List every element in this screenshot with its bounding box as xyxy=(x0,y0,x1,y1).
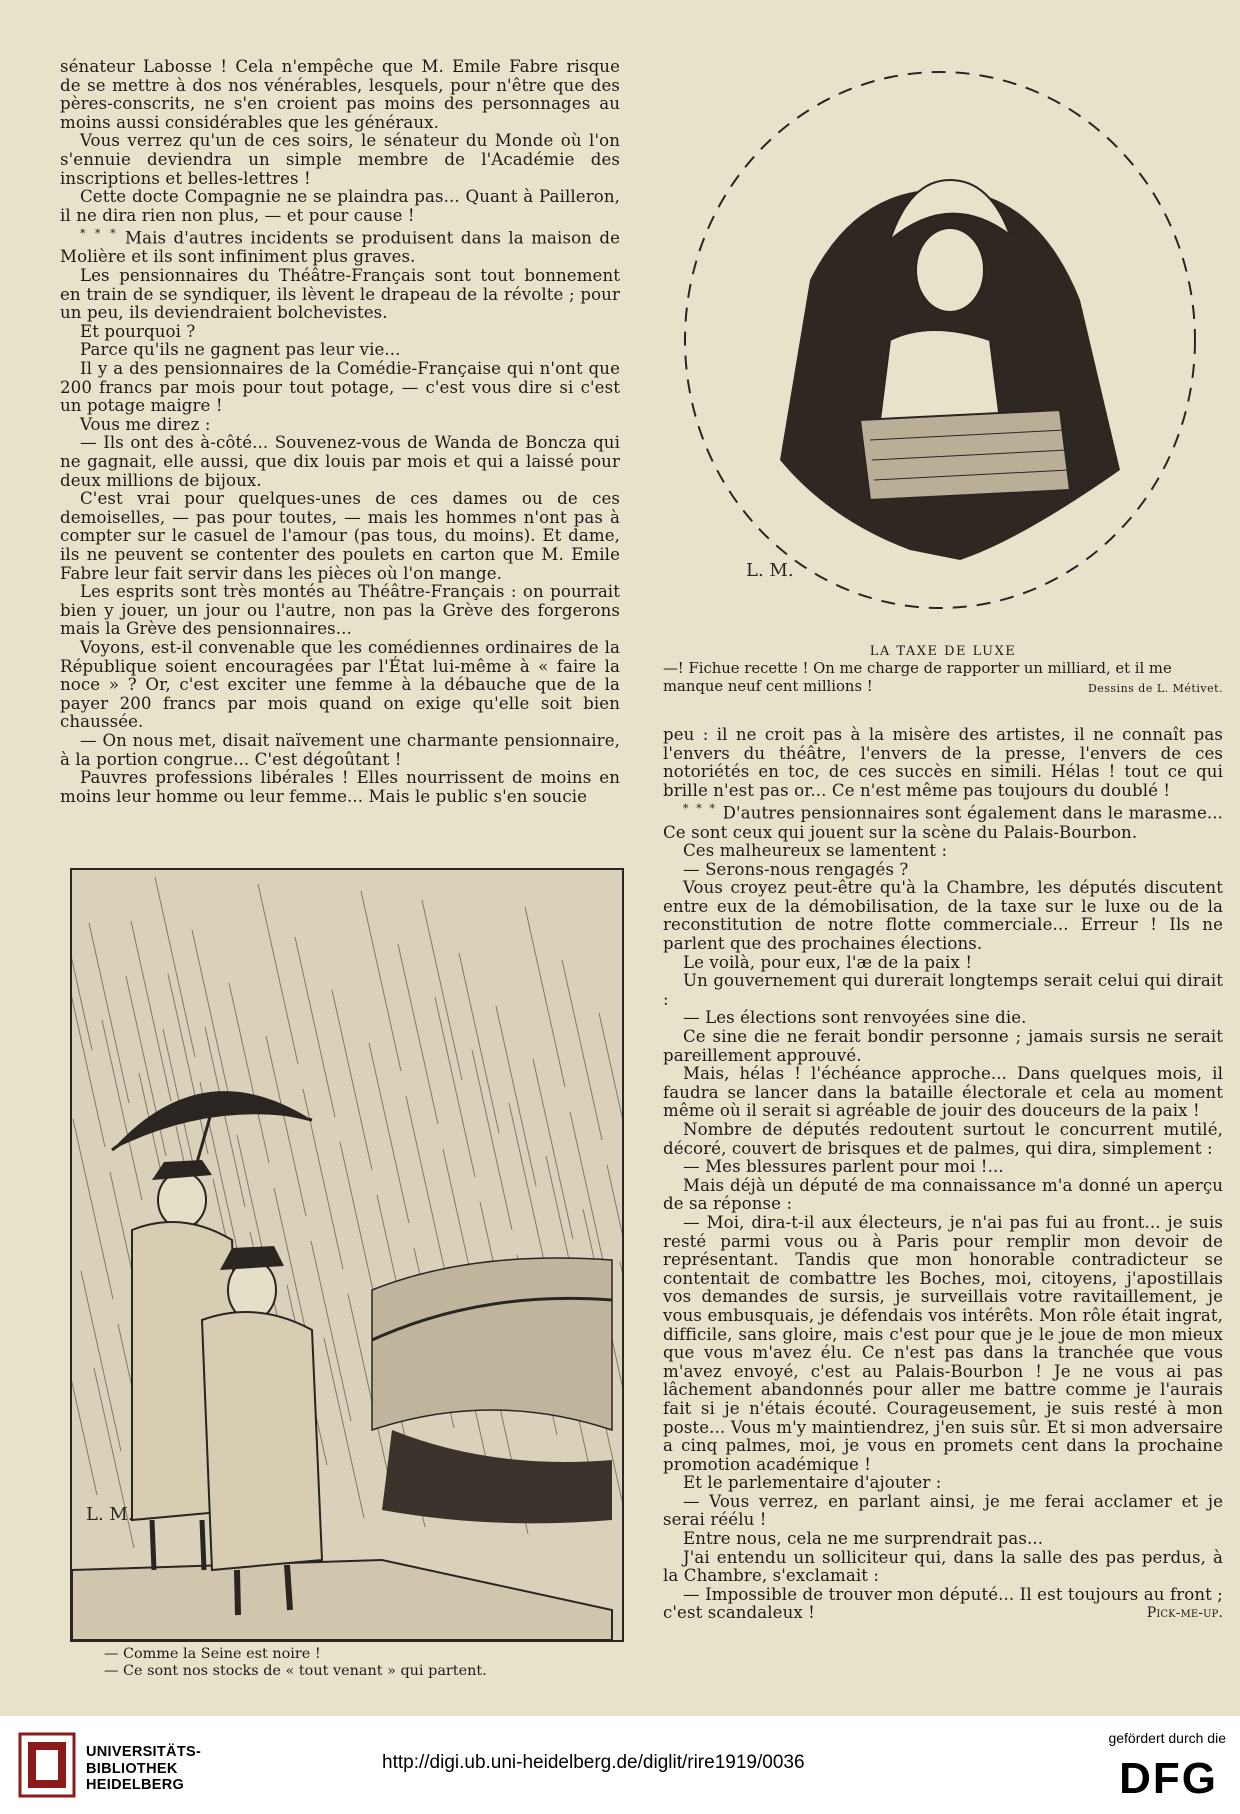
paragraph-text: Voyons, est-il convenable que les comédiennes ordinaires de la République soient encouragées par l'État lui-même à « faire la noce » ? Or, c'est exciter une femme à la débauche que de la payer 200 francs par mois quand on exige qu'elle soit bien chaussée. xyxy=(60,637,620,732)
left-column-paragraph xyxy=(60,416,620,435)
left-column-paragraph xyxy=(60,58,620,132)
left-column-paragraph xyxy=(60,267,620,323)
paragraph-text: peu : il ne croit pas à la misère des artistes, il ne connaît pas l'envers du théâtre, l'envers de la presse, l'envers de ces notoriétés en toc, de ces succès en simili. Hélas ! tout ce qui brille n'est pas or... Ce n'est même pas toujours du doublé ! xyxy=(663,725,1223,800)
dfg-logo: DFG xyxy=(1119,1754,1218,1803)
paragraph-text: — Vous verrez, en parlant ainsi, je me ferai acclamer et je serai réélu ! xyxy=(663,1491,1223,1530)
paragraph-text: Entre nous, cela ne me surprendrait pas... xyxy=(683,1529,1044,1549)
paragraph-text: sénateur Labosse ! Cela n'empêche que M. Emile Fabre risque de se mettre à dos nos vénérables, lesquels, pour n'être que des pères-conscrits, ne s'en croient pas moins des personnages au moins aussi considérables que les généraux. xyxy=(60,57,620,132)
left-column-paragraph xyxy=(60,341,620,360)
right-column-paragraph xyxy=(663,1177,1223,1214)
paragraph-text: — Impossible de trouver mon député... Il est toujours au front ; c'est scandaleux ! xyxy=(663,1584,1223,1623)
right-column-paragraph xyxy=(663,726,1223,800)
paragraph-text: Et le parlementaire d'ajouter : xyxy=(683,1473,942,1493)
right-column-paragraph xyxy=(663,1474,1223,1493)
right-column-paragraph xyxy=(663,1009,1223,1028)
paragraph-text: Nombre de députés redoutent surtout le concurrent mutilé, décoré, couvert de brisques et de palmes, qui dira, simplement : xyxy=(663,1120,1223,1158)
right-column-paragraph xyxy=(663,1586,1223,1623)
left-column-paragraph xyxy=(60,490,620,583)
paragraph-text: Vous croyez peut-être qu'à la Chambre, les députés discutent entre eux de la démobilisation, de la taxe sur le luxe ou de la reconstitution de notre flotte commerciale... Erreur ! Ils ne parlent que des prochaines élections. xyxy=(663,878,1223,954)
paragraph-text: Le voilà, pour eux, l'æ de la paix ! xyxy=(683,952,973,972)
paragraph-text: Vous verrez qu'un de ces soirs, le sénateur du Monde où l'on s'ennuie deviendra un simple membre de l'Académie des inscriptions et belles-lettres ! xyxy=(60,131,620,188)
paragraph-text: Les esprits sont très montés au Théâtre-Français : on pourrait bien y jouer, un jour ou l'autre, non pas la Grève des forgerons mais la Grève des pensionnaires... xyxy=(60,582,620,639)
left-column-paragraph xyxy=(60,225,620,267)
rain-caption-line-1: — Comme la Seine est noire ! xyxy=(104,1646,321,1662)
left-column-paragraph xyxy=(60,732,620,769)
paragraph-text: Pauvres professions libérales ! Elles nourrissent de moins en moins leur homme ou leur femme... Mais le public s'en soucie xyxy=(60,768,620,806)
right-column-paragraph xyxy=(663,842,1223,861)
left-column-paragraph xyxy=(60,769,620,806)
rain-monogram: L. M. xyxy=(86,1504,134,1525)
paragraph-text: Mais, hélas ! l'échéance approche... Dans quelques mois, il faudra se lancer dans la bataille électorale et cela au moment même où il serait si agréable de jouir des douceurs de la paix ! xyxy=(663,1064,1223,1121)
paragraph-text: D'autres pensionnaires sont également dans le marasme... Ce sont ceux qui jouent sur la scène du Palais-Bourbon. xyxy=(663,803,1224,842)
paragraph-text: J'ai entendu un solliciteur qui, dans la salle des pas perdus, à la Chambre, s'exclamait : xyxy=(663,1547,1223,1586)
paragraph-text: — Moi, dira-t-il aux électeurs, je n'ai pas fui au front... je suis resté parmi vous ou à Paris pour remplir mon devoir de représentant. Tandis que mon honorable contradicteur se contentait de combattre les Boches, moi, citoyens, j'apostillais vos demandes de sursis, je surveillais votre ravitaillement, je vous embusquais, je défendais vos intérêts. Mon rôle était ingrat, difficile, sans gloire, mais c'est pour que je le joue de mon mieux que vous m'avez élu. Ce n'est pas dans la tranchée que vous m'avez envoyé, c'est au Palais-Bourbon ! Je ne vous ai pas lâchement abandonnés pour aller me battre comme je l'aurais fait si je n'étais écouté. Courageusement, je suis resté à mon poste... Vous m'y maintiendrez, j'en suis sûr. Et si mon adversaire a cinq palmes, moi, je vous en promets cent dans la prochaine promotion académique ! xyxy=(663,1212,1223,1474)
paragraph-text: Il y a des pensionnaires de la Comédie-Française qui n'ont que 200 francs par mois pour tout potage, — c'est vous dire si c'est un potage maigre ! xyxy=(60,359,620,416)
right-column-paragraph xyxy=(663,1549,1223,1586)
paragraph-text: — Serons-nous rengagés ? xyxy=(683,859,909,879)
section-break-stars: * * * xyxy=(683,802,718,816)
left-column-paragraph xyxy=(60,360,620,416)
paragraph-text: — Les élections sont renvoyées sine die. xyxy=(683,1008,1027,1028)
paragraph-text: Mais d'autres incidents se produisent dans la maison de Molière et ils sont infiniment plus graves. xyxy=(60,228,620,267)
taxe-caption xyxy=(663,660,1223,698)
paragraph-text: Ces malheureux se lamentent : xyxy=(683,841,948,861)
library-name-line-1: UNIVERSITÄTS- xyxy=(86,1744,202,1760)
taxe-monogram: L. M. xyxy=(746,560,794,581)
library-seal-icon xyxy=(18,1732,76,1798)
left-column-paragraph xyxy=(60,434,620,490)
section-break-stars: * * * xyxy=(80,227,118,241)
right-column-paragraph xyxy=(663,1028,1223,1065)
left-column-paragraph xyxy=(60,323,620,342)
right-column-paragraph xyxy=(663,1065,1223,1121)
library-name xyxy=(86,1744,201,1794)
paragraph-text: Vous me direz : xyxy=(80,414,211,434)
rain-illustration xyxy=(70,868,624,1642)
rain-drawing xyxy=(72,870,622,1640)
right-column-paragraph xyxy=(663,1121,1223,1158)
rain-caption-line-2: — Ce sont nos stocks de « tout venant » qui partent. xyxy=(104,1663,487,1679)
right-column-paragraph xyxy=(663,800,1223,842)
source-url-link[interactable]: http://digi.ub.uni-heidelberg.de/diglit/rire1919/0036 xyxy=(382,1752,805,1773)
paragraph-text: Cette docte Compagnie ne se plaindra pas... Quant à Pailleron, il ne dira rien non plus, — et pour cause ! xyxy=(60,187,620,225)
taxe-title: LA TAXE DE LUXE xyxy=(869,644,1017,659)
paragraph-text: Ce sine die ne ferait bondir personne ; jamais sursis ne serait pareillement approuvé. xyxy=(663,1027,1223,1065)
paragraph-text: Mais déjà un député de ma connaissance m'a donné un aperçu de sa réponse : xyxy=(663,1175,1223,1214)
right-column-paragraph xyxy=(663,972,1223,1009)
source-signature: Pick-me-up. xyxy=(1146,1605,1223,1622)
rain-caption xyxy=(104,1646,624,1680)
taxe-caption-text: —! Fichue recette ! On me charge de rapporter un milliard, et il me manque neuf cent millions ! xyxy=(663,660,1172,695)
right-column-paragraph xyxy=(663,1493,1223,1530)
left-column-text xyxy=(60,58,620,806)
right-column-paragraph xyxy=(663,1158,1223,1177)
paragraph-text: — Ils ont des à-côté... Souvenez-vous de Wanda de Boncza qui ne gagnait, elle aussi, que dix louis par mois et qui a laissé pour deux millions de bijoux. xyxy=(60,433,620,490)
paragraph-text: C'est vrai pour quelques-unes de ces dames ou de ces demoiselles, — pas pour toutes, — mais les hommes n'ont pas à compter sur le casuel de l'amour (pas tous, du moins). Et dame, ils ne peuvent se contenter des poulets en carton que M. Emile Fabre leur fait servir dans les pièces où l'on mange. xyxy=(60,489,620,583)
taxe-drawing xyxy=(660,40,1220,630)
paragraph-text: Les pensionnaires du Théâtre-Français sont tout bonnement en train de se syndiquer, ils lèvent le drapeau de la révolte ; pour un peu, ils deviendraient bolchevistes. xyxy=(60,266,620,323)
illustration-credit: Dessins de L. Métivet. xyxy=(1087,682,1223,695)
left-column-paragraph xyxy=(60,639,620,732)
paragraph-text: — On nous met, disait naïvement une charmante pensionnaire, à la portion congrue... C'est dégoûtant ! xyxy=(60,730,620,769)
digitization-footer xyxy=(0,1716,1240,1814)
right-column-text xyxy=(663,726,1223,1623)
right-column-paragraph xyxy=(663,861,1223,880)
paragraph-text: Parce qu'ils ne gagnent pas leur vie... xyxy=(80,340,401,360)
funded-by-label: gefördert durch die xyxy=(1108,1730,1226,1746)
left-column-paragraph xyxy=(60,188,620,225)
paragraph-text: — Mes blessures parlent pour moi !... xyxy=(683,1157,1004,1177)
right-column-paragraph xyxy=(663,879,1223,953)
left-column-paragraph xyxy=(60,132,620,188)
library-name-line-2: BIBLIOTHEK xyxy=(86,1760,178,1777)
right-column-paragraph xyxy=(663,1214,1223,1474)
paragraph-text: Et pourquoi ? xyxy=(80,321,196,341)
right-column-paragraph xyxy=(663,1530,1223,1549)
library-name-line-3: HEIDELBERG xyxy=(86,1777,185,1793)
paragraph-text: Un gouvernement qui durerait longtemps serait celui qui dirait : xyxy=(663,971,1223,1009)
left-column-paragraph xyxy=(60,583,620,639)
taxe-illustration xyxy=(660,40,1220,630)
right-column-paragraph xyxy=(663,954,1223,973)
